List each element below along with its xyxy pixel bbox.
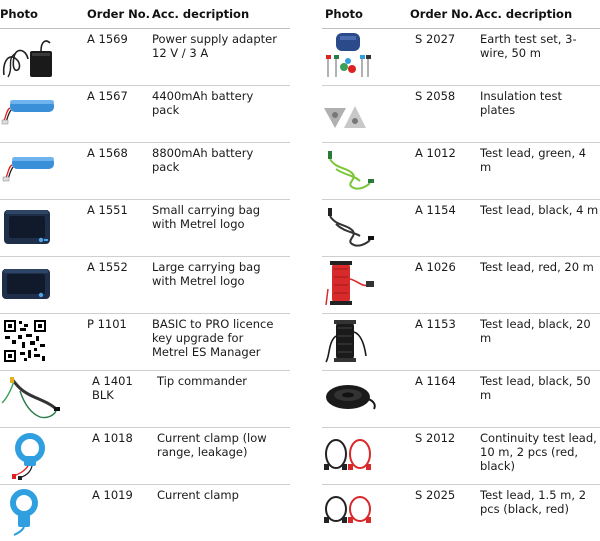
order-number: A 1569 <box>87 32 128 46</box>
table-row <box>0 428 290 485</box>
accessory-description: Test lead, 1.5 m, 2 pcs (black, red) <box>480 488 587 516</box>
accessory-description: Test lead, red, 20 m <box>480 260 594 274</box>
accessory-description: Test lead, black, 50 m <box>480 374 591 402</box>
order-number: A 1568 <box>87 146 128 160</box>
green-test-lead-icon <box>322 145 392 195</box>
table-row <box>322 485 600 541</box>
accessory-description: Small carrying bag with Metrel logo <box>152 203 261 231</box>
battery-pack-icon <box>0 88 70 138</box>
black-cable-reel-icon <box>322 316 392 366</box>
table-header <box>0 0 290 29</box>
red-cable-reel-icon <box>322 259 392 309</box>
table-row <box>0 200 290 257</box>
qr-code-icon <box>0 316 70 366</box>
table-row <box>322 371 600 428</box>
table-row <box>322 86 600 143</box>
table-row <box>322 143 600 200</box>
carrying-bag-icon <box>0 259 70 309</box>
accessory-description: Power supply adapter 12 V / 3 A <box>152 32 277 60</box>
battery-pack-icon <box>0 145 70 195</box>
order-number: S 2027 <box>415 32 456 46</box>
photo-header: Photo <box>325 7 363 21</box>
table-row <box>0 485 290 541</box>
order-number: S 2058 <box>415 89 456 103</box>
table-row <box>0 257 290 314</box>
current-clamp-icon <box>0 487 70 537</box>
accessory-description: Test lead, black, 20 m <box>480 317 591 345</box>
accessory-description: Current clamp (low range, leakage) <box>157 431 267 459</box>
accessory-description: Large carrying bag with Metrel logo <box>152 260 261 288</box>
table-row <box>0 371 290 428</box>
black-test-lead-icon <box>322 202 392 252</box>
order-number: A 1551 <box>87 203 128 217</box>
order-number: A 1026 <box>415 260 456 274</box>
order-header: Order No. <box>87 7 151 21</box>
order-number: S 2012 <box>415 431 456 445</box>
description-header: Acc. decription <box>475 7 573 21</box>
description-header: Acc. decription <box>152 7 250 21</box>
cable-coil-icon <box>322 373 392 423</box>
order-number: A 1154 <box>415 203 456 217</box>
accessory-description: Test lead, green, 4 m <box>480 146 587 174</box>
table-row <box>0 86 290 143</box>
accessory-description: Insulation test plates <box>480 89 562 117</box>
table-row <box>322 29 600 86</box>
accessory-description: Tip commander <box>157 374 248 388</box>
continuity-leads-icon <box>322 430 392 480</box>
order-header: Order No. <box>410 7 474 21</box>
photo-header: Photo <box>0 7 38 21</box>
order-number: A 1567 <box>87 89 128 103</box>
order-number: A 1164 <box>415 374 456 388</box>
order-number: A 1552 <box>87 260 128 274</box>
table-row <box>322 257 600 314</box>
accessories-table-left <box>0 0 290 541</box>
table-row <box>322 200 600 257</box>
order-number: A 1018 <box>92 431 133 445</box>
table-row <box>322 314 600 371</box>
order-number: S 2025 <box>415 488 456 502</box>
accessory-description: Continuity test lead, 10 m, 2 pcs (red, black) <box>480 431 597 473</box>
continuity-leads-icon <box>322 487 392 537</box>
accessory-description: 4400mAh battery pack <box>152 89 254 117</box>
table-row <box>0 143 290 200</box>
current-clamp-icon <box>0 430 70 480</box>
accessories-table-right <box>322 0 600 541</box>
accessory-description: Test lead, black, 4 m <box>480 203 599 217</box>
tip-commander-icon <box>0 373 70 423</box>
order-number: A 1153 <box>415 317 456 331</box>
earth-test-set-icon <box>322 31 392 81</box>
table-row <box>0 29 290 86</box>
order-number: A 1019 <box>92 488 133 502</box>
table-header <box>322 0 600 29</box>
table-row <box>0 314 290 371</box>
accessory-description: Current clamp <box>157 488 239 502</box>
carrying-bag-icon <box>0 202 70 252</box>
table-row <box>322 428 600 485</box>
test-plates-icon <box>322 88 392 138</box>
accessory-description: BASIC to PRO licence key upgrade for Metrel ES Manager <box>152 317 274 359</box>
accessory-description: Earth test set, 3-wire, 50 m <box>480 32 577 60</box>
order-number: A 1012 <box>415 146 456 160</box>
order-number: A 1401 BLK <box>92 374 133 402</box>
order-number: P 1101 <box>87 317 127 331</box>
accessory-description: 8800mAh battery pack <box>152 146 254 174</box>
power-adapter-icon <box>0 31 70 81</box>
